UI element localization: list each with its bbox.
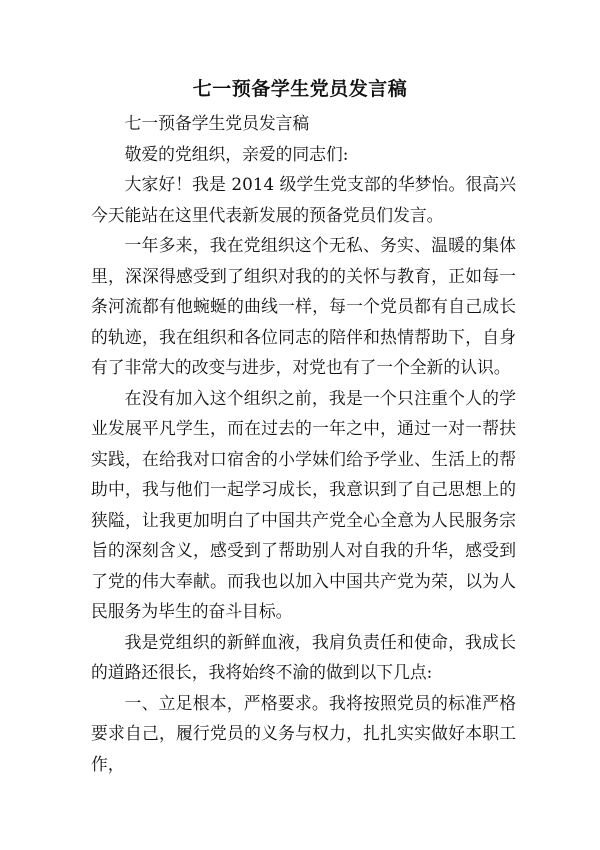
paragraph-experience: 在没有加入这个组织之前，我是一个只注重个人的学业发展平凡学生，而在过去的一年之中，通过一对一帮扶实践，在给我对口宿舍的小学妹们给予学业、生活上的帮助中，我与他们一起学习成长，我意识到了自己思想上的狭隘，让我更加明白了中国共产党全心全意为人民服务宗旨的深刻含义，感受到了帮助别人对自我的升华，感受到了党的伟大奉献。而我也以加入中国共产党为荣，以为人民服务为毕生的奋斗目标。: [91, 387, 516, 621]
paragraph-commitment: 我是党组织的新鲜血液，我肩负责任和使命，我成长的道路还很长，我将始终不渝的做到以下几点:: [91, 631, 516, 682]
paragraph-introduction: 大家好！我是 2014 级学生党支部的华梦怡。很高兴今天能站在这里代表新发展的预备党员们发言。: [91, 174, 516, 225]
document-title: 七一预备学生党员发言稿: [192, 78, 408, 100]
document-body: [91, 108, 516, 779]
paragraph-salutation: 敬爱的党组织，亲爱的同志们:: [124, 143, 349, 164]
paragraph-reflection: 一年多来，我在党组织这个无私、务实、温暖的集体里，深深得感受到了组织对我的的关怀与教育，正如每一条河流都有他蜿蜒的曲线一样，每一个党员都有自己成长的轨迹，我在组织和各位同志的陪伴和热情帮助下，自身有了非常大的改变与进步，对党也有了一个全新的认识。: [91, 235, 516, 377]
paragraph-subtitle: 七一预备学生党员发言稿: [124, 113, 310, 133]
paragraph-point-one: 一、立足根本，严格要求。我将按照党员的标准严格要求自己，履行党员的义务与权力，扎扎实实做好本职工作，: [91, 692, 516, 774]
